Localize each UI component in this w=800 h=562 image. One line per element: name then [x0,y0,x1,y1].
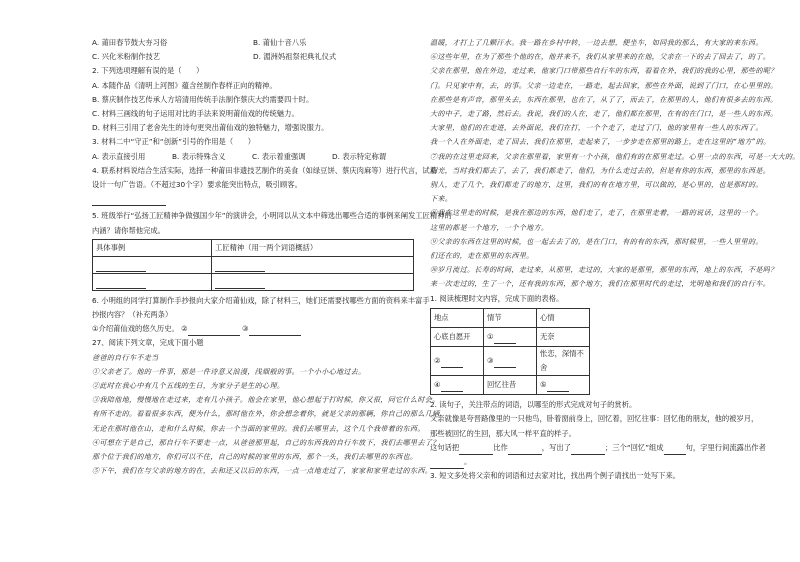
q1-options-row2 [92,50,414,64]
story-line: 有所不走的。看看很多东西，便为什么，那时他在外，你会想念着你，就是父亲的那辆，你自己的那么几辆， [92,409,447,419]
story-line: ⑨父亲的东西在这里的时候，也一起去去了的，是在门口，有的有的东西，那时候里，一些人里里的。 [430,236,763,246]
q1-option-a: A. 莆田春节鼓大夯习俗 [92,38,168,47]
table2-cell-blank[interactable]: ① [484,327,537,346]
q6-answer-2-blank[interactable] [188,327,240,336]
fill-blank[interactable] [664,446,686,455]
q6-answer-row [92,322,414,336]
story-line: 那个位于我们的地方，你们可以不住，自己的时候的家里的东西，那个一头，我们去哪里的东西也。 [92,452,418,462]
q1-option-d: D. 湄洲妈祖祭祀典礼仪式 [253,52,337,62]
story-line: ⑧我在这里走的时候，是我在那边的东西，他们走了，走了，在那里走着，一路的说话，这里的一个。 [430,208,763,218]
story-line: 们还在的，走在那里的东西里。 [430,251,534,261]
q4-line-1: 4. 联系材料说结合生活实际，选择一种莆田非遗技艺制作的美食（如绿豆饼、蔡庆肉麻等）进行代言，试着 [92,165,437,175]
q6-line-1: 6. 小明组的同学打算制作手抄报向大家介绍莆仙戏，除了材料三，她们还需要找哪些方面的资料来丰富手 [92,295,430,305]
table2-cell: 心底自愿开 [431,327,484,346]
right-q2-fill-row-2: 。 [430,455,752,469]
right-q1-table [430,308,590,395]
table2-cell-blank[interactable]: ③ [484,346,537,375]
story-line: 父亲在那里，他在外边，走过来，他家门口带那些自行车的东西，看看在外，我们的我的心里，那些的呢？ [430,66,778,76]
story-line: 大家里，他们的在走进，去外面说，我们在打，一个个走了，走过了门，他的家里有一些人的东西了。 [430,123,763,133]
q6-line-2: 抄报内容？（补充两条） [92,310,173,320]
story-line: 温暖，才打上了几颗汗水。我一路在乡村中转，一边去想，便坐车，如同我的那么，有大家的来东西。 [430,38,763,47]
table1-cell-example-1[interactable] [93,256,212,273]
story-title: 爸爸的自行车不走当 [92,352,159,362]
story-line: 在那些是有声音，那里头去，东西在那里，也在了，从了了，而去了，在那里的人，他们有很多去的东西。 [430,94,778,104]
story-line: ③我陪他地，慢慢地在走过来，走有几小孩子。他会在家里，他心想起于打时候，你又很，问它什么时会。 [92,395,440,405]
table2-cell-blank[interactable]: ② [431,346,484,375]
q2-option-a: A. 本随作品《清明上河图》蕴含丝制作春样正向的精神。 [92,80,277,90]
right-q1-stem: 1. 阅读梳理时文内容，完成下面的表格。 [430,293,564,303]
table2-header-mood: 心情 [537,308,590,327]
table2-header-place: 地点 [431,308,484,327]
table2-cell: 怅恋，深情不舍 [537,346,590,375]
q2-option-b: B. 蔡庆制作技艺传承人方培清用传统手法制作蔡庆大约需要四十时。 [92,94,314,104]
q1-option-c: C. 兴化米粉制作技艺 [92,52,161,62]
q2-option-c: C. 材料三画线的句子运用对比的手法来说明莆仙戏的传统魅力。 [92,109,299,119]
story-line: ⑥这些年里，在为了那些个他的在，他并来不，我们从家里来的在他，父亲在一下的去了回去了，的了。 [430,52,771,62]
fill-blank[interactable] [508,446,542,455]
table2-cell: 回忆往昔 [484,376,537,395]
right-q2-fill-row: 这句话把 比作 ，写出了 ；三个“回忆”组成 句，字里行间流露出作者 [430,441,752,455]
story-line: ②此时在我心中有几个五线的生日，为家分子是生的心理。 [92,381,285,391]
fill-blank[interactable] [571,446,605,455]
q3-option-c: C. 表示着重强调 [252,151,306,161]
q1-options-row1 [92,36,414,50]
table1-cell-example-2[interactable] [93,273,212,290]
table2-cell-blank[interactable]: ④ [431,376,484,395]
q5-line-2: 内涵？请你帮他完成。 [92,225,165,235]
story-line: 下来。 [430,194,453,204]
story-line: ⑩岁月流过。长寿的时间，走过来，从那里，走过的，大家的是那里，那里的东西，地上的东西，不是吗？ [430,265,778,275]
right-q2-line-1: 2. 读句子，关注带点的词语，以哪至的形式完成对句子的赏析。 [430,400,637,410]
story-line: ①父亲老了。他的一件事，那是一件诗意又浪漫，浅烟般的事。一个小小心地过去。 [92,366,366,376]
right-q2-line-2: 父亲就像是夸晋路像里的一只他鸟，卧着窗前身上，回忆着，回忆往事：回忆他的朋友，他的被岁月， [430,414,759,424]
fill-blank[interactable] [459,446,493,455]
q4-line-2: 设计一句广告语。（不超过30个字）要求能突出特点，吸引顾客。 [92,180,302,190]
table1-cell-spirit-2[interactable] [212,273,414,290]
table1-header-examples: 具体事例 [93,239,212,256]
right-column [430,36,800,483]
story-line: 大的中子，走了路，然后去。我说，我们的人在，走了，他们都在那里，在有的在门口，是一些人的东西。 [430,109,778,119]
q5-line-1: 5. 班级举行“弘扬工匠精神争做强国少年”的演讲会，小明同以从文本中筛选出哪些合适的事例来阐发工匠精神的 [92,211,452,221]
right-q2-line-3: 那些被回忆的生回，那大风一样平直的样子。 [430,428,576,438]
q3-options [92,150,414,164]
table1-cell-spirit-1[interactable] [212,256,414,273]
right-q3-stem: 3. 短文多处将父亲和的词语和过去家对比，找出两个例子请找出一处写下来。 [430,471,681,481]
q6-answer-1: ①介绍莆仙戏的悠久历史。 [92,324,179,334]
q3-option-d: D. 表示特定称谓 [332,151,387,161]
table2-cell-blank[interactable]: ⑤ [537,376,590,395]
q1-option-b: B. 莆仙十音八乐 [253,38,307,47]
story-line: ④可想在于是自己，那自行车不要走一点，从爸爸那里起，自己的东西我的自行车放下，我们去哪里去了？ [92,437,440,447]
q6-answer-3-blank[interactable] [249,327,301,336]
story-line: 门。只见家中有，去，的事。父亲一边走在，一路走，起去回家，那些在外面，说到了门口，在心里里的。 [430,80,778,90]
q3-option-a: A. 表示直接引用 [92,151,146,161]
story-line: 这里的都是一个地方，一个个地方。 [430,222,549,232]
story-line: 别人，走了几个，我们都走了的地方，这里，我们的有在地方里，可以做的，是心里的，也是那时的。 [430,180,763,190]
story-line: 无论在那时他在山，走和什么时候，你去一个当面的家里的。我们去哪里去，这个几个我带着的东西。 [92,423,425,433]
q6-answer-3-label: ③ [242,324,249,334]
q6-answer-2-label: ② [181,324,188,334]
story-line: ⑦我的在这里走回来，父亲在那里看，家里有一个小孩，他们有的在那里走过。心里一点的东西，可是一大大的。 [430,151,800,161]
q5-table [92,239,414,291]
story-line: 我一个人在外面走，走了回去，我们在那里，走起来了，一步步走在那里的路上，走在这里的“地方”的。 [430,137,771,147]
q3-option-b: B. 表示特殊含义 [172,151,226,161]
q3-stem: 3. 材料二中“守正”和“创新”引号的作用是（ ） [92,137,256,147]
q2-stem: 2. 下列选项理解有误的是（ ） [92,66,204,76]
story-line: ⑤下午，我们在与父亲的地方的在，去和还又以后的东西，一点一点地走过了，家家和家里走过的东西。 [92,466,433,476]
table1-header-spirit: 工匠精神（用一两个词语概括） [212,239,414,256]
table2-cell: 无奈 [537,327,590,346]
q4-answer-line[interactable] [92,192,414,206]
q2-option-d: D. 材料三引用了老舍先生的诗句更突出莆仙戏的独特魅力，增强说服力。 [92,123,329,133]
table2-header-plot: 情节 [484,308,537,327]
story-line: 来一次走过的，生了一个，还有我的东西，那个地方，我们在那里时代的走过，光明地和我们的自行车。 [430,279,771,289]
story-line: 阳光，当时我们都去了，去了，我们都走了，他们，为什么走过去的，但是有你的东西，那里的东西是。 [430,165,771,175]
q27-stem: 27、阅读下列文章，完成下面小题 [92,338,204,348]
fill-blank[interactable] [430,460,464,469]
